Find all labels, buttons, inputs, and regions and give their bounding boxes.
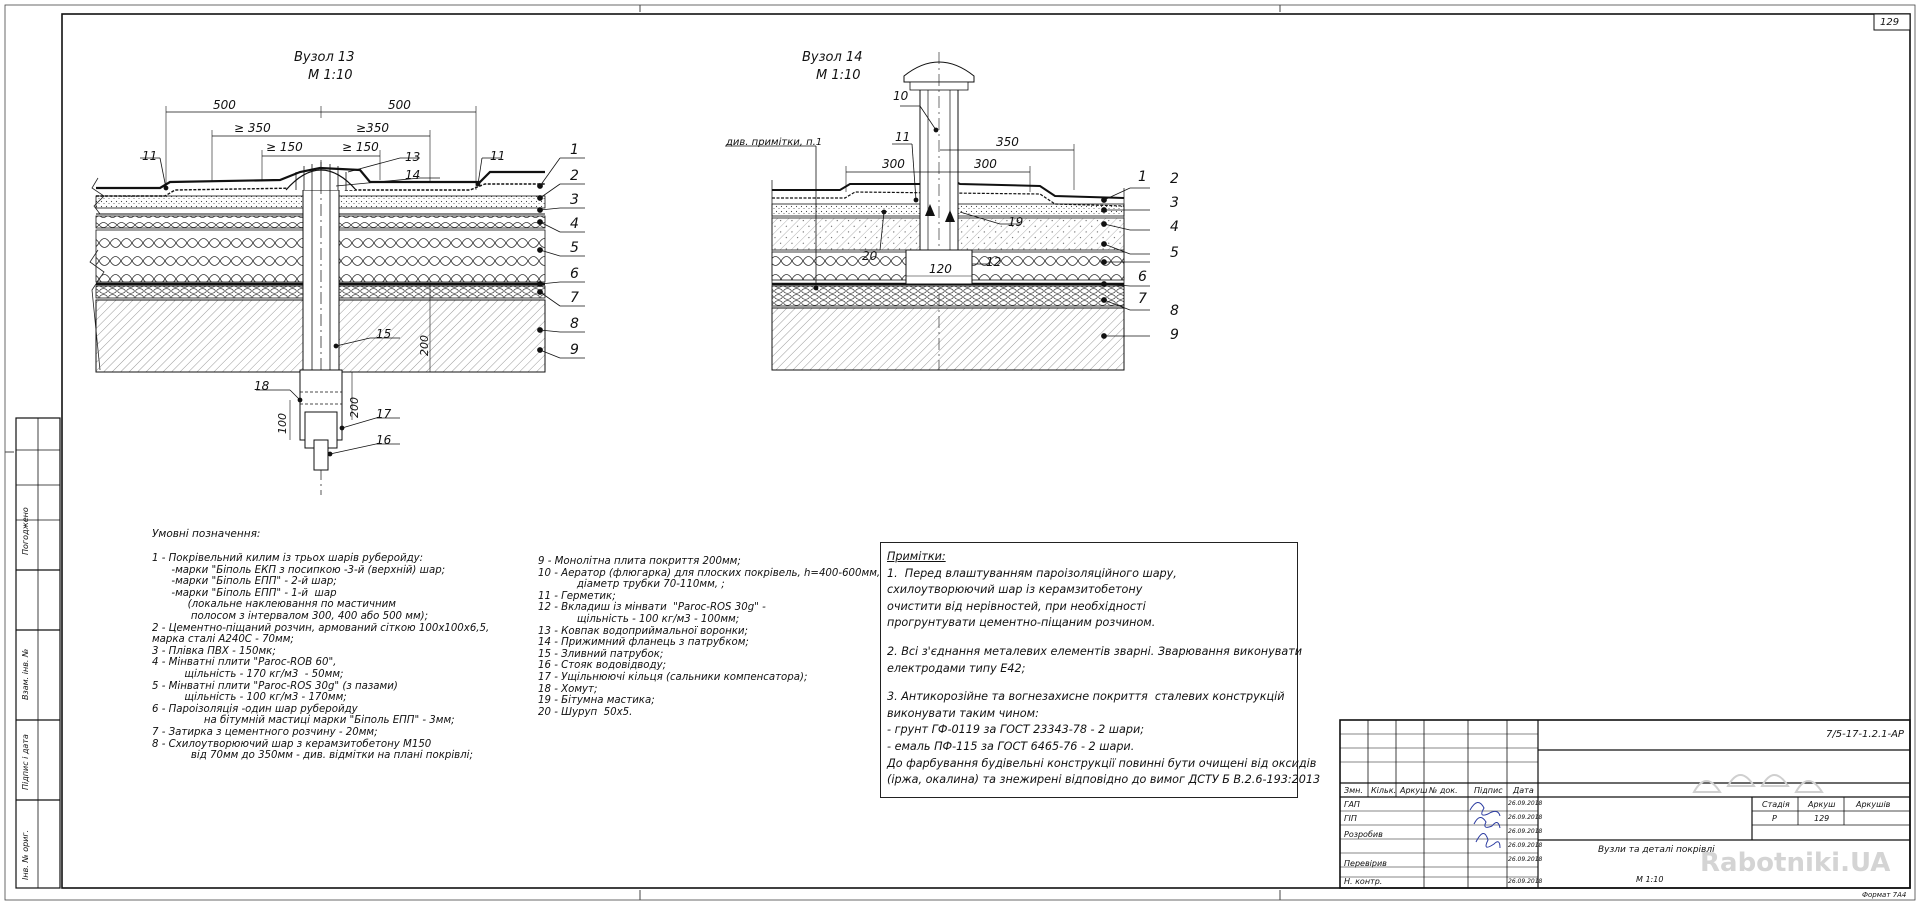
legend-title: Умовні позначення: (152, 528, 261, 540)
tb-header-date: Дата (1513, 786, 1534, 795)
node14-callout-r3: 3 (1170, 195, 1179, 211)
notes-line: прогрунтувати цементно-піщаним розчином. (887, 616, 1156, 630)
legend-item: 1 - Покрівельний килим із трьох шарів руберойду: (152, 553, 424, 564)
legend-item: 12 - Вкладиш із мінвати "Paroc-ROS 30g" - (538, 602, 766, 614)
node13-dim-150-right: ≥ 150 (342, 140, 379, 154)
notes-line: схилоутворюючий шар із керамзитобетону (887, 583, 1143, 597)
tb-date: 26.09.2018 (1508, 828, 1543, 835)
node13-callout-r2: 2 (570, 168, 579, 184)
legend-item: 11 - Герметик; (538, 590, 616, 602)
node13-dim-350-left: ≥ 350 (234, 121, 271, 135)
node13-drawing (90, 106, 585, 495)
stamp-sign-date: Підпис і дата (21, 734, 30, 790)
node13-callout-r1: 1 (570, 142, 579, 158)
node14-dim-120: 120 (929, 262, 952, 276)
notes-line (887, 632, 1291, 644)
legend-item: марка сталі А240С - 70мм; (152, 634, 294, 646)
node14-callout-12: 12 (986, 255, 1002, 269)
legend-item: діаметр трубки 70-110мм, ; (538, 579, 725, 591)
legend-item: (локальне наклеювання по мастичним (152, 599, 396, 611)
legend-item: на бітумній мастиці марки "Біполь ЕПП" - 3мм; (152, 715, 455, 727)
node13-title: Вузол 13 (294, 50, 355, 65)
legend-item: щільність - 100 кг/м3 - 170мм; (152, 692, 347, 704)
node14-callout-r6: 6 (1138, 269, 1147, 285)
tb-date: 26.09.2018 (1508, 842, 1543, 849)
tb-date: 26.09.2018 (1508, 814, 1543, 821)
tb-header-qty: Кільк. (1371, 786, 1397, 795)
tb-role-gip: ГІП (1344, 814, 1357, 823)
tb-sheet-value: 129 (1814, 814, 1830, 823)
legend-item: щільність - 170 кг/м3 - 50мм; (152, 668, 344, 680)
title-block-code: 7/5-17-1.2.1-АР (1826, 729, 1904, 740)
notes-line: До фарбування будівельні конструкції повинні бути очищені від оксидів (887, 756, 1317, 770)
node13-dim-100-vertical: 100 (276, 413, 289, 434)
node14-title: Вузол 14 (802, 50, 863, 65)
legend-item: 16 - Стояк водовідводу; (538, 660, 667, 672)
stamp-inv-orig: Інв. № ориг. (21, 829, 30, 880)
node13-scale: М 1:10 (308, 68, 353, 83)
legend-item: полосом з інтервалом 300, 400 або 500 мм); (152, 610, 429, 622)
legend-item: 9 - Монолітна плита покриття 200мм; (538, 556, 741, 567)
legend-item: -марки "Біполь ЕКП з посипкою -3-й (верхній) шар; (152, 564, 446, 576)
legend-column-2 (538, 556, 880, 718)
legend-item: 6 - Пароізоляція -один шар руберойду (152, 703, 358, 715)
node13-callout-r8: 8 (570, 316, 579, 332)
notes-line: - грунт ГФ-0119 за ГОСТ 23343-78 - 2 шари; (887, 723, 1145, 737)
node13-callout-r5: 5 (570, 240, 579, 256)
tb-role-checker: Перевірив (1344, 859, 1387, 868)
node14-dim-300-left: 300 (882, 157, 905, 171)
node13-dim-500-right: 500 (388, 98, 411, 112)
node14-callout-r9: 9 (1170, 327, 1179, 343)
legend-item: 10 - Аератор (флюгарка) для плоских покрівель, h=400-600мм, (538, 567, 881, 579)
legend-item: щільність - 100 кг/м3 - 100мм; (538, 613, 740, 625)
node13-callout-16: 16 (376, 433, 392, 447)
node13-dim-200-vertical: 200 (418, 335, 431, 356)
notes-line: 1. Перед влаштуванням пароізоляційного шару, (887, 566, 1177, 580)
node14-callout-r4: 4 (1170, 219, 1179, 235)
legend-item: 18 - Хомут; (538, 683, 598, 695)
legend-item: 15 - Зливний патрубок; (538, 648, 664, 660)
notes-line: 3. Антикорозійне та вогнезахисне покриття сталевих конструкцій (887, 690, 1285, 704)
legend-column-1 (152, 553, 489, 762)
notes-line: - емаль ПФ-115 за ГОСТ 6465-76 - 2 шари. (887, 739, 1135, 753)
legend-item: 19 - Бітумна мастика; (538, 695, 655, 707)
tb-header-change: Змн. (1344, 786, 1363, 795)
tb-header-sheet: Аркуш (1400, 786, 1428, 795)
node14-callout-10: 10 (893, 89, 909, 103)
tb-date: 26.09.2018 (1508, 856, 1543, 863)
notes-title: Примітки: (887, 550, 946, 563)
tb-sheets-header: Аркушів (1856, 800, 1891, 809)
format-label: Формат 7А4 (1862, 891, 1907, 899)
notes-line: 2. Всі з'єднання металевих елементів зварні. Зварювання виконувати (887, 644, 1302, 658)
tb-role-developer: Розробив (1344, 830, 1383, 839)
node13-callout-11b: 11 (490, 149, 506, 163)
legend-item: 5 - Мінватні плити "Paroc-ROS 30g" (з пазами) (152, 680, 398, 692)
node13-callout-17: 17 (376, 407, 392, 421)
legend-item: 4 - Мінватні плити "Paroc-ROB 60", (152, 657, 337, 669)
legend-item: 17 - Ущільнюючі кільця (сальники компенсатора); (538, 671, 808, 683)
tb-role-normcontrol: Н. контр. (1344, 877, 1383, 886)
node14-note-ref: див. примітки, п.1 (726, 137, 823, 148)
tb-date: 26.09.2018 (1508, 800, 1543, 807)
tb-stage-header: Стадія (1762, 800, 1790, 809)
node14-callout-r5: 5 (1170, 245, 1179, 261)
notes-line (887, 677, 1291, 689)
sheet-number: 129 (1880, 17, 1900, 28)
legend-item: 3 - Плівка ПВХ - 150мк; (152, 645, 276, 657)
stamp-inv-replace: Взам. інв. № (21, 648, 30, 700)
notes-line: (іржа, окалина) та знежирені відповідно до вимог ДСТУ Б В.2.6-193:2013 (887, 773, 1321, 787)
node14-callout-r1: 1 (1138, 169, 1147, 185)
legend-item: -марки "Біполь ЕПП" - 1-й шар (152, 587, 337, 599)
node13-dim-500-left: 500 (213, 98, 236, 112)
node14-dim-350: 350 (996, 135, 1019, 149)
node13-callout-r3: 3 (570, 192, 579, 208)
node13-callout-14: 14 (405, 168, 421, 182)
tb-sheet-header: Аркуш (1808, 800, 1836, 809)
node14-dim-300-right: 300 (974, 157, 997, 171)
tb-drawing-title: Вузли та деталі покрівлі (1598, 845, 1715, 855)
node14-callout-r2: 2 (1170, 171, 1179, 187)
node13-callout-18: 18 (254, 379, 270, 393)
legend-item: від 70мм до 350мм - див. відмітки на плані покрівлі; (152, 750, 473, 762)
tb-stage-value: Р (1772, 814, 1777, 823)
tb-drawing-scale: М 1:10 (1636, 875, 1664, 884)
node14-callout-r8: 8 (1170, 303, 1179, 319)
notes-box (880, 542, 1321, 798)
node14-scale: М 1:10 (816, 68, 861, 83)
node14-callout-11: 11 (895, 130, 911, 144)
node13-dim-200-small: 200 (348, 397, 361, 418)
node14-callout-19: 19 (1008, 215, 1024, 229)
tb-header-doc: № док. (1429, 786, 1458, 795)
legend-item: 13 - Ковпак водоприймальної воронки; (538, 625, 748, 637)
legend-item: -марки "Біполь ЕПП" - 2-й шар; (152, 576, 337, 588)
legend-item: 20 - Шуруп 50х5. (538, 706, 633, 718)
node13-callout-11a: 11 (142, 149, 158, 163)
tb-role-gap: ГАП (1344, 800, 1360, 809)
node13-callout-r9: 9 (570, 342, 579, 358)
notes-line: електродами типу Е42; (887, 661, 1026, 675)
node13-callout-15: 15 (376, 327, 392, 341)
node14-callout-20: 20 (862, 249, 878, 263)
legend-item: 14 - Прижимний фланець з патрубком; (538, 637, 749, 649)
tb-header-sign: Підпис (1474, 786, 1503, 795)
tb-date: 26.09.2018 (1508, 878, 1543, 885)
node13-callout-r6: 6 (570, 266, 579, 282)
notes-line: виконувати таким чином: (887, 706, 1039, 720)
node14-drawing (725, 52, 1150, 370)
watermark-text: Rabotniki.UA (1700, 848, 1891, 878)
legend-item: 7 - Затирка з цементного розчину - 20мм; (152, 726, 378, 738)
notes-line: очистити від нерівностей, при необхідності (887, 599, 1146, 613)
node13-dim-150-left: ≥ 150 (266, 140, 303, 154)
node13-callout-r7: 7 (570, 290, 579, 306)
legend-item: 8 - Схилоутворюючий шар з керамзитобетону М150 (152, 738, 432, 750)
stamp-agreed: Погоджено (21, 507, 30, 555)
node13-dim-350-right: ≥350 (356, 121, 389, 135)
node13-callout-r4: 4 (570, 216, 579, 232)
legend-item: 2 - Цементно-піщаний розчин, армований сіткою 100х100х6,5, (152, 622, 490, 634)
node14-callout-r7: 7 (1138, 291, 1147, 307)
node13-callout-13: 13 (405, 150, 421, 164)
